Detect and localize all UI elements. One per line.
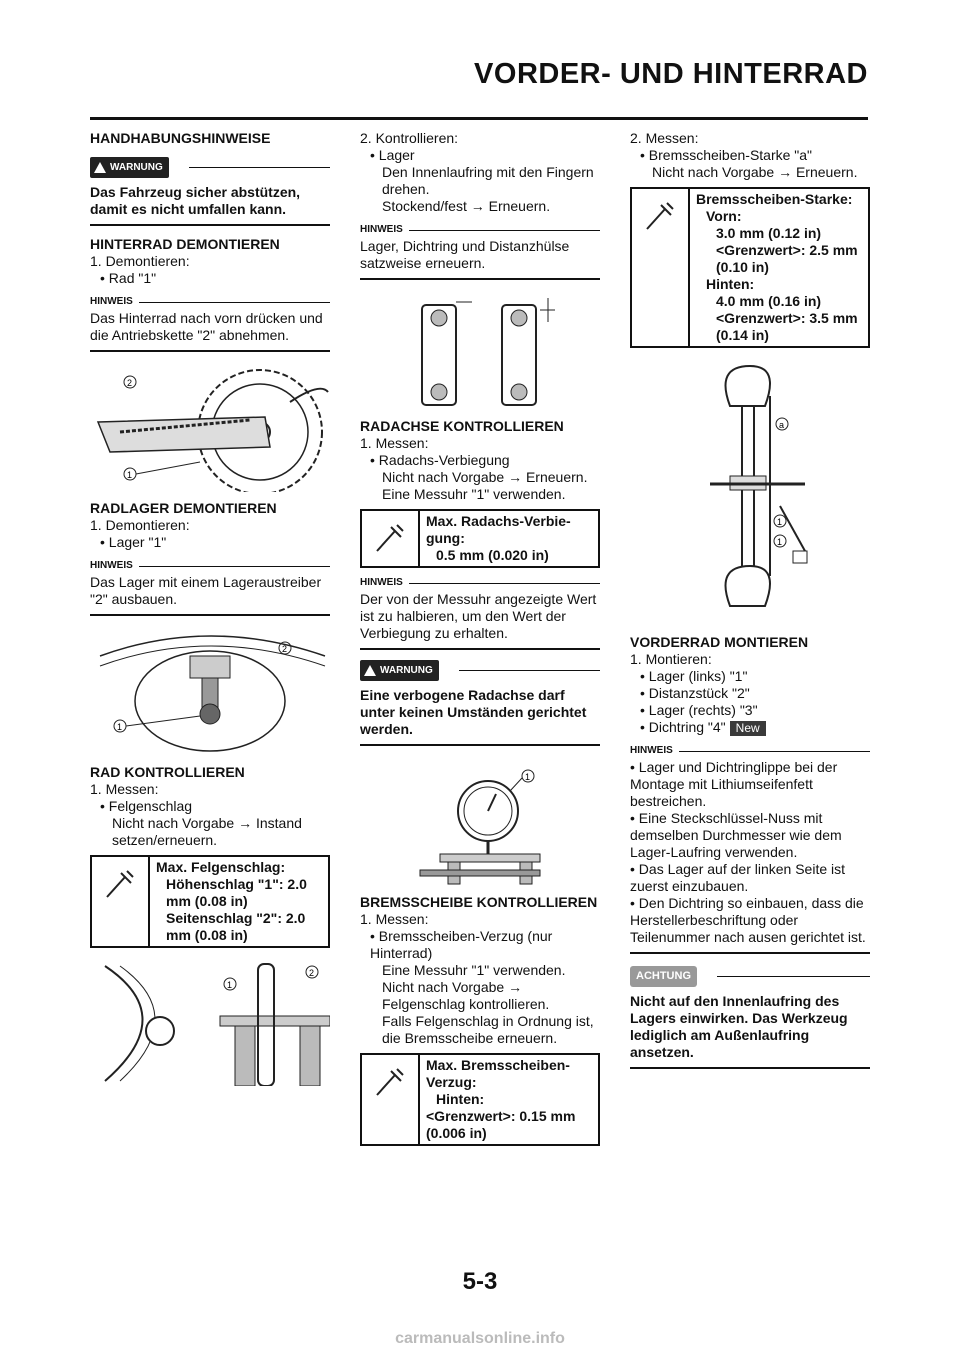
step-bullet: • Lager "1"	[100, 534, 167, 550]
spec-line: <Grenzwert>: 2.5 mm	[716, 242, 858, 258]
step-bullet: • Radachs-Verbiegung	[370, 452, 510, 468]
note-item: • Das Lager auf der linken Seite ist zuerst einzubauen.	[630, 861, 846, 894]
spec-line: <Grenzwert>: 0.15 mm	[426, 1108, 576, 1124]
spec-box-disc-warp	[360, 1053, 600, 1146]
warning-icon	[94, 162, 106, 173]
note-text: Lager, Dichtring und Distanzhülse satzweise erneuern.	[360, 238, 570, 271]
step-detail: Nicht nach Vorgabe → Felgenschlag kontrollieren.	[382, 979, 550, 1012]
heading-bearing-remove: RADLAGER DEMONTIEREN	[90, 500, 277, 516]
figure-axle-dial	[360, 756, 600, 886]
step-bullet: • Bremsscheiben-Verzug (nur Hinterrad)	[370, 928, 553, 961]
svg-text:1: 1	[227, 980, 233, 990]
svg-text:2: 2	[127, 378, 133, 388]
warning-header	[360, 660, 600, 681]
figure-rim-runout	[90, 956, 330, 1086]
svg-text:2: 2	[282, 644, 288, 654]
step-detail: Nicht nach Vorgabe → Instand setzen/erneuern.	[112, 815, 302, 848]
spec-box-rim-runout	[90, 855, 330, 948]
spec-line: mm (0.08 in)	[166, 927, 248, 943]
note-header: HINWEIS	[360, 574, 600, 591]
heading-handling: HANDHABUNGSHINWEISE	[90, 130, 271, 146]
note-text: Das Lager mit einem Lageraustreiber "2" ausbauen.	[90, 574, 322, 607]
column-1	[90, 130, 330, 1094]
spec-line: Hinten:	[436, 1091, 485, 1107]
page-title: VORDER- UND HINTERRAD	[474, 58, 868, 90]
column-2	[360, 130, 600, 1152]
step-text: 1. Demontieren:	[90, 253, 190, 269]
spec-box-disc-thickness	[630, 187, 870, 348]
spec-line: Höhenschlag "1": 2.0	[166, 876, 307, 892]
svg-text:1: 1	[777, 537, 783, 547]
heading-disc: BREMSSCHEIBE KONTROLLIEREN	[360, 894, 598, 910]
step-bullet: • Rad "1"	[100, 270, 157, 286]
title-rule	[90, 117, 868, 120]
note-header: HINWEIS	[90, 557, 330, 574]
footer-watermark: carmanualsonline.info	[395, 1330, 565, 1347]
caution-badge: ACHTUNG	[630, 966, 697, 987]
spec-line: gung:	[426, 530, 465, 546]
spec-line: Hinten:	[706, 276, 755, 292]
svg-text:1: 1	[127, 470, 133, 480]
spec-line: Max. Bremsscheiben-	[426, 1057, 570, 1073]
note-text: Das Hinterrad nach vorn drücken und die Antriebskette "2" abnehmen.	[90, 310, 323, 343]
spec-line: Max. Radachs-Verbie-	[426, 513, 571, 529]
spec-line: Vorn:	[706, 208, 742, 224]
step-text: 2. Kontrollieren:	[360, 130, 459, 146]
spec-line: 3.0 mm (0.12 in)	[716, 225, 822, 241]
wrench-icon	[362, 1055, 420, 1144]
spec-line: mm (0.08 in)	[166, 893, 248, 909]
note-header: HINWEIS	[630, 742, 870, 759]
note-header: HINWEIS	[360, 221, 600, 238]
heading-front-mount: VORDERRAD MONTIEREN	[630, 634, 809, 650]
spec-line: (0.10 in)	[716, 259, 769, 275]
spec-line: 4.0 mm (0.16 in)	[716, 293, 822, 309]
figure-bearing-removal	[90, 626, 330, 756]
step-detail: Nicht nach Vorgabe → Erneuern.	[652, 164, 858, 180]
wrench-icon	[362, 511, 420, 566]
caution-header	[630, 966, 870, 987]
note-text: Der von der Messuhr angezeigte Wert ist zu halbieren, um den Wert der Verbiegung zu erhalten.	[360, 591, 597, 641]
step-text: 1. Messen:	[90, 781, 159, 797]
warning-header	[90, 157, 330, 178]
spec-line: 0.5 mm (0.020 in)	[436, 547, 549, 563]
heading-axle: RADACHSE KONTROLLIEREN	[360, 418, 564, 434]
spec-line: (0.006 in)	[426, 1125, 487, 1141]
step-bullet: • Lager (rechts) "3"	[640, 702, 758, 718]
step-bullet: • Bremsscheiben-Starke "a"	[640, 147, 813, 163]
note-item: • Lager und Dichtringlippe bei der Montage mit Lithiumseifenfett bestreichen.	[630, 759, 838, 809]
warning-icon	[364, 665, 376, 676]
figure-rear-wheel	[90, 362, 330, 492]
step-bullet: • Felgenschlag	[100, 798, 193, 814]
spec-line: Verzug:	[426, 1074, 477, 1090]
note-header: HINWEIS	[90, 293, 330, 310]
heading-rear-remove: HINTERRAD DEMONTIEREN	[90, 236, 280, 252]
warning-badge: WARNUNG	[90, 157, 169, 178]
svg-text:1: 1	[525, 772, 531, 782]
step-bullet-seal: • Dichtring "4" New	[630, 719, 870, 736]
svg-text:a: a	[779, 420, 785, 430]
svg-text:1: 1	[777, 517, 783, 527]
step-text: 1. Demontieren:	[90, 517, 190, 533]
heading-wheel-check: RAD KONTROLLIEREN	[90, 764, 245, 780]
spec-line: Bremsscheiben-Starke:	[696, 191, 853, 207]
wrench-icon	[632, 189, 690, 346]
note-item: • Den Dichtring so einbauen, dass die Herstellerbeschriftung oder Teilenummer nach ausen gerichtet ist.	[630, 895, 866, 945]
step-bullet: • Distanzstück "2"	[640, 685, 750, 701]
svg-text:1: 1	[117, 722, 123, 732]
caution-text: Nicht auf den Innenlaufring des Lagers einwirken. Das Werkzeug lediglich am Außenlaufring ansetzen.	[630, 993, 848, 1060]
column-3	[630, 130, 870, 1079]
warning-badge: WARNUNG	[360, 660, 439, 681]
step-detail: Eine Messuhr "1" verwenden.	[382, 486, 566, 502]
step-bullet: • Lager (links) "1"	[640, 668, 748, 684]
step-detail: Nicht nach Vorgabe → Erneuern.	[382, 469, 588, 485]
step-text: 1. Montieren:	[630, 651, 712, 667]
svg-text:2: 2	[309, 968, 315, 978]
step-detail: Stockend/fest → Erneuern.	[382, 198, 551, 214]
step-detail: Den Innenlaufring mit den Fingern drehen.	[382, 164, 594, 197]
new-badge: New	[730, 721, 766, 736]
step-bullet: • Lager	[370, 147, 415, 163]
warning-text: Eine verbogene Radachse darf unter keinen Umständen gerichtet werden.	[360, 687, 587, 737]
step-text: 1. Messen:	[360, 435, 429, 451]
page-number: 5-3	[462, 1268, 498, 1295]
step-text: 1. Messen:	[360, 911, 429, 927]
figure-disc-thickness	[630, 356, 870, 626]
figure-bearing-check	[360, 290, 600, 410]
spec-line: (0.14 in)	[716, 327, 769, 343]
wrench-icon	[92, 857, 150, 946]
spec-line: <Grenzwert>: 3.5 mm	[716, 310, 858, 326]
step-text: 2. Messen:	[630, 130, 699, 146]
step-detail: Falls Felgenschlag in Ordnung ist, die Bremsscheibe erneuern.	[382, 1013, 594, 1046]
warning-text: Das Fahrzeug sicher abstützen, damit es nicht umfallen kann.	[90, 184, 301, 217]
step-detail: Eine Messuhr "1" verwenden.	[382, 962, 566, 978]
spec-line: Max. Felgenschlag:	[156, 859, 286, 875]
spec-line: Seitenschlag "2": 2.0	[166, 910, 306, 926]
spec-box-axle-bend	[360, 509, 600, 568]
note-item: • Eine Steckschlüssel-Nuss mit demselben Durchmesser wie dem Lager-Laufring verwenden.	[630, 810, 842, 860]
